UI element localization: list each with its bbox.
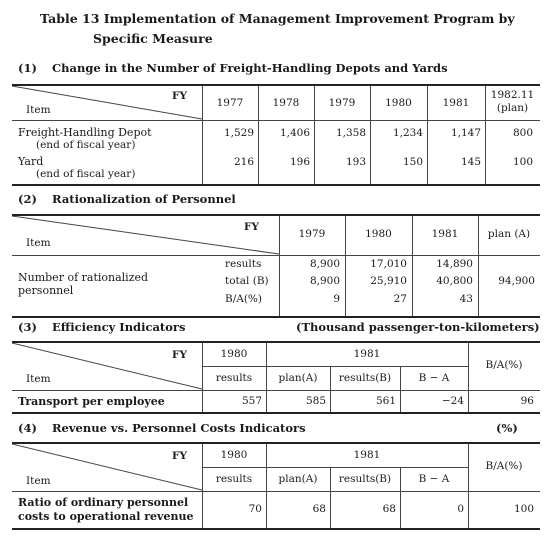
sub-header: results bbox=[215, 473, 253, 485]
section-3-unit: (Thousand passenger-ton-kilometers) bbox=[296, 320, 540, 334]
diag-line bbox=[12, 216, 279, 256]
table-cell: 17,010 bbox=[370, 258, 407, 270]
row-label: personnel bbox=[18, 284, 74, 297]
sub-header: plan(A) bbox=[278, 473, 318, 485]
table-cell: 1,529 bbox=[223, 127, 254, 139]
table-cell: 150 bbox=[402, 156, 423, 168]
year-header: 1981 bbox=[442, 97, 470, 109]
table-cell: 8,900 bbox=[309, 258, 340, 270]
fy-label: FY bbox=[244, 221, 259, 233]
table-cell: 70 bbox=[248, 503, 262, 515]
fy-label: FY bbox=[172, 90, 187, 102]
table-cell: 100 bbox=[512, 156, 533, 168]
table-cell: 1,234 bbox=[392, 127, 423, 139]
sub-header: results bbox=[215, 372, 253, 384]
section-2-heading: (2) Rationalization of Personnel bbox=[18, 192, 236, 206]
item-label: Item bbox=[26, 475, 51, 487]
table-cell: 27 bbox=[393, 293, 407, 305]
year-header: 1982.11 bbox=[490, 89, 535, 101]
year-header: 1980 bbox=[385, 97, 412, 109]
row-label: Transport per employee bbox=[18, 395, 165, 408]
fy-label: FY bbox=[172, 450, 187, 462]
page-subtitle: Specific Measure bbox=[93, 31, 213, 46]
subrow-label: B/A(%) bbox=[225, 293, 263, 305]
year-header: 1979 bbox=[298, 228, 326, 240]
sub-header: plan(A) bbox=[278, 372, 318, 384]
table-cell: 216 bbox=[233, 156, 254, 168]
fy-label: FY bbox=[172, 349, 187, 361]
table-cell: 68 bbox=[382, 503, 396, 515]
table-cell: 25,910 bbox=[370, 275, 407, 287]
year-header: 1978 bbox=[272, 97, 300, 109]
ratio-header: B/A(%) bbox=[485, 359, 523, 371]
sub-header: results(B) bbox=[338, 372, 392, 384]
row-label: Number of rationalized bbox=[18, 271, 149, 284]
year-header: plan (A) bbox=[487, 228, 531, 240]
table-cell: 193 bbox=[345, 156, 366, 168]
table-1 bbox=[12, 84, 540, 186]
table-cell: 196 bbox=[289, 156, 310, 168]
subrow-label: results bbox=[225, 258, 262, 270]
table-cell: 1,406 bbox=[279, 127, 310, 139]
section-1-heading: (1) Change in the Number of Freight-Handling Depots and Yards bbox=[18, 61, 448, 75]
table-cell: 145 bbox=[460, 156, 481, 168]
row-sublabel: (end of fiscal year) bbox=[36, 168, 136, 180]
table-cell: 9 bbox=[333, 293, 340, 305]
row-label: Yard bbox=[18, 155, 44, 168]
row-label: Freight-Handling Depot bbox=[18, 126, 152, 139]
table-cell: 557 bbox=[241, 395, 262, 407]
table-cell: 43 bbox=[459, 293, 473, 305]
table-cell: 96 bbox=[520, 395, 534, 407]
year-header: 1977 bbox=[216, 97, 244, 109]
year-header: 1981 bbox=[431, 228, 459, 240]
section-4-unit: (%) bbox=[496, 421, 518, 435]
table-cell: 8,900 bbox=[309, 275, 340, 287]
item-label: Item bbox=[26, 373, 51, 385]
section-4-heading: (4) Revenue vs. Personnel Costs Indicators bbox=[18, 421, 306, 435]
row-sublabel: (end of fiscal year) bbox=[36, 139, 136, 151]
year-header: 1981 bbox=[353, 449, 381, 461]
section-3-heading: (3) Efficiency Indicators bbox=[18, 320, 186, 334]
table-cell: 800 bbox=[512, 127, 533, 139]
table-cell: 1,147 bbox=[450, 127, 481, 139]
table-cell: 0 bbox=[457, 503, 464, 515]
year-header: 1980 bbox=[365, 228, 392, 240]
year-header: 1980 bbox=[220, 449, 248, 461]
item-label: Item bbox=[26, 237, 51, 249]
table-cell: 68 bbox=[312, 503, 326, 515]
table-cell: 14,890 bbox=[436, 258, 473, 270]
sub-header: B − A bbox=[418, 473, 450, 485]
row-label: Ratio of ordinary personnel bbox=[18, 496, 189, 509]
subrow-label: total (B) bbox=[225, 275, 269, 287]
table-4 bbox=[12, 442, 540, 530]
table-cell: 585 bbox=[305, 395, 326, 407]
table-cell: 94,900 bbox=[498, 275, 535, 287]
year-header: 1979 bbox=[328, 97, 356, 109]
row-label: costs to operational revenue bbox=[18, 510, 194, 523]
year-header: 1980 bbox=[220, 348, 248, 360]
table-2 bbox=[12, 214, 540, 318]
ratio-header: B/A(%) bbox=[485, 460, 523, 472]
table-cell: −24 bbox=[441, 395, 464, 407]
page-title: Table 13 Implementation of Management Improvement Program by bbox=[40, 11, 515, 26]
table-cell: 40,800 bbox=[436, 275, 473, 287]
sub-header: B − A bbox=[418, 372, 450, 384]
item-label: Item bbox=[26, 104, 51, 116]
table-3 bbox=[12, 341, 540, 414]
table-cell: 1,358 bbox=[335, 127, 366, 139]
plan-note: (plan) bbox=[496, 102, 529, 114]
table-cell: 561 bbox=[375, 395, 396, 407]
table-cell: 100 bbox=[513, 503, 534, 515]
year-header: 1981 bbox=[353, 348, 381, 360]
sub-header: results(B) bbox=[338, 473, 392, 485]
